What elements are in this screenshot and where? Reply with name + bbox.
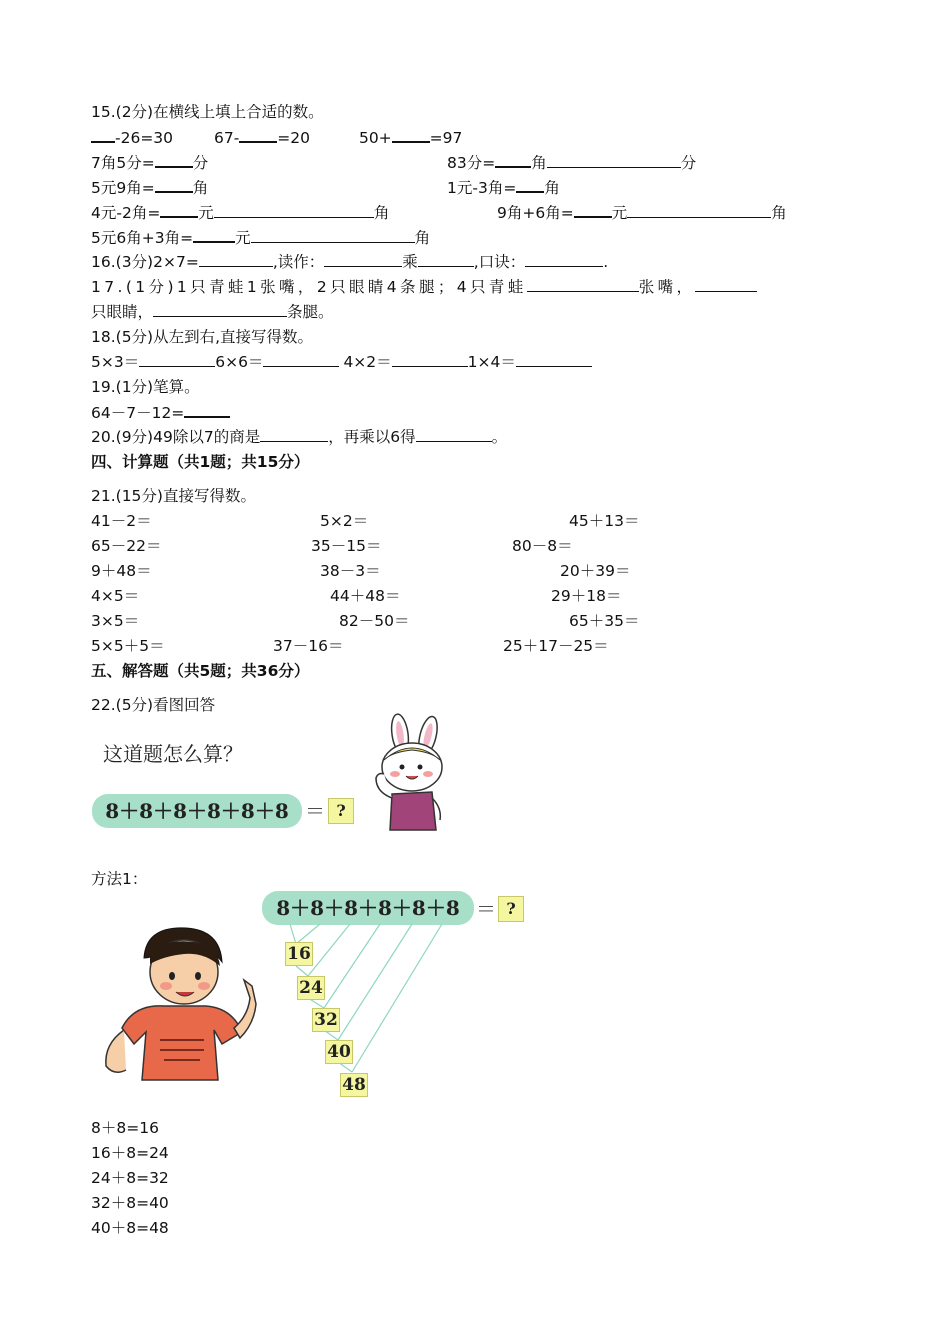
q15-row4-right: 9角+6角= 元 角 <box>497 201 787 224</box>
q21-cell: 37－16＝ <box>273 637 344 655</box>
q21-cell: 45＋13＝ <box>569 512 640 530</box>
q21-cell: 20＋39＝ <box>560 562 631 580</box>
section-4-title: 四、计算题（共1题；共15分） <box>91 453 310 471</box>
q21-heading: 21.(15分)直接写得数。 <box>91 487 256 505</box>
step-line: 16＋8=24 <box>91 1144 169 1162</box>
q20: 20.(9分)49除以7的商是 ，再乘以6得 。 <box>91 428 508 446</box>
q17-line1: 17.(1分)1只青蛙1张嘴，2只眼睛4条腿；4只青蛙 张嘴， <box>91 276 757 298</box>
rabbit-illustration <box>362 712 458 836</box>
sum-box: 48 <box>340 1073 368 1097</box>
q19-expr: 64－7－12= <box>91 401 230 424</box>
step-line: 24＋8=32 <box>91 1169 169 1187</box>
step-line: 8＋8=16 <box>91 1119 159 1137</box>
q15-row3-left: 5元9角= 角 <box>91 176 208 199</box>
q21-cell: 29＋18＝ <box>551 587 622 605</box>
q18-items: 5×3＝ 6×6＝ 4×2＝ 1×4＝ <box>91 351 592 373</box>
figure-question-box: ? <box>328 798 354 824</box>
q15-row5: 5元6角+3角= 元 角 <box>91 226 430 249</box>
figure-expression-strip: 8＋8＋8＋8＋8＋8 <box>92 794 302 828</box>
figure-equals-sign: ＝ <box>305 799 325 823</box>
q15-heading: 15.(2分)在横线上填上合适的数。 <box>91 103 324 121</box>
method-expression-strip: 8＋8＋8＋8＋8＋8 <box>262 891 474 925</box>
step-line: 32＋8=40 <box>91 1194 169 1212</box>
q21-cell: 5×5＋5＝ <box>91 637 165 655</box>
boy-illustration <box>94 920 266 1086</box>
q21-cell: 3×5＝ <box>91 612 140 630</box>
q21-cell: 44＋48＝ <box>330 587 401 605</box>
q21-cell: 38－3＝ <box>320 562 381 580</box>
step-line: 40＋8=48 <box>91 1219 169 1237</box>
sum-box: 16 <box>285 942 313 966</box>
q21-cell: 5×2＝ <box>320 512 369 530</box>
method-question-box: ? <box>498 896 524 922</box>
q21-cell: 82－50＝ <box>339 612 410 630</box>
q22-heading: 22.(5分)看图回答 <box>91 696 216 714</box>
q17-line2: 只眼睛， 条腿。 <box>91 303 334 321</box>
q21-cell: 65＋35＝ <box>569 612 640 630</box>
q15-row2-left: 7角5分= 分 <box>91 151 208 174</box>
q15-row2-right: 83分= 角 分 <box>447 151 696 174</box>
q21-cell: 25＋17－25＝ <box>503 637 609 655</box>
method-equals-sign: ＝ <box>476 897 496 921</box>
q18-heading: 18.(5分)从左到右,直接写得数。 <box>91 328 314 346</box>
q21-cell: 65－22＝ <box>91 537 162 555</box>
q16: 16.(3分)2×7= ,读作： 乘 ,口诀： . <box>91 253 609 271</box>
q15-row4-left: 4元-2角= 元 角 <box>91 201 389 224</box>
sum-box: 24 <box>297 976 325 1000</box>
sum-box: 32 <box>312 1008 340 1032</box>
method-1-label: 方法1： <box>91 870 148 888</box>
q21-cell: 4×5＝ <box>91 587 140 605</box>
q19-heading: 19.(1分)笔算。 <box>91 378 200 396</box>
q21-cell: 35－15＝ <box>311 537 382 555</box>
sum-box: 40 <box>325 1040 353 1064</box>
q21-cell: 80－8＝ <box>512 537 573 555</box>
figure-question-text: 这道题怎么算？ <box>103 742 243 766</box>
q21-cell: 9＋48＝ <box>91 562 152 580</box>
q21-cell: 41－2＝ <box>91 512 152 530</box>
q15-row3-right: 1元-3角= 角 <box>447 176 560 199</box>
q15-row1: -26=30 67- =20 50+ =97 <box>91 126 462 149</box>
section-5-title: 五、解答题（共5题；共36分） <box>91 662 310 680</box>
